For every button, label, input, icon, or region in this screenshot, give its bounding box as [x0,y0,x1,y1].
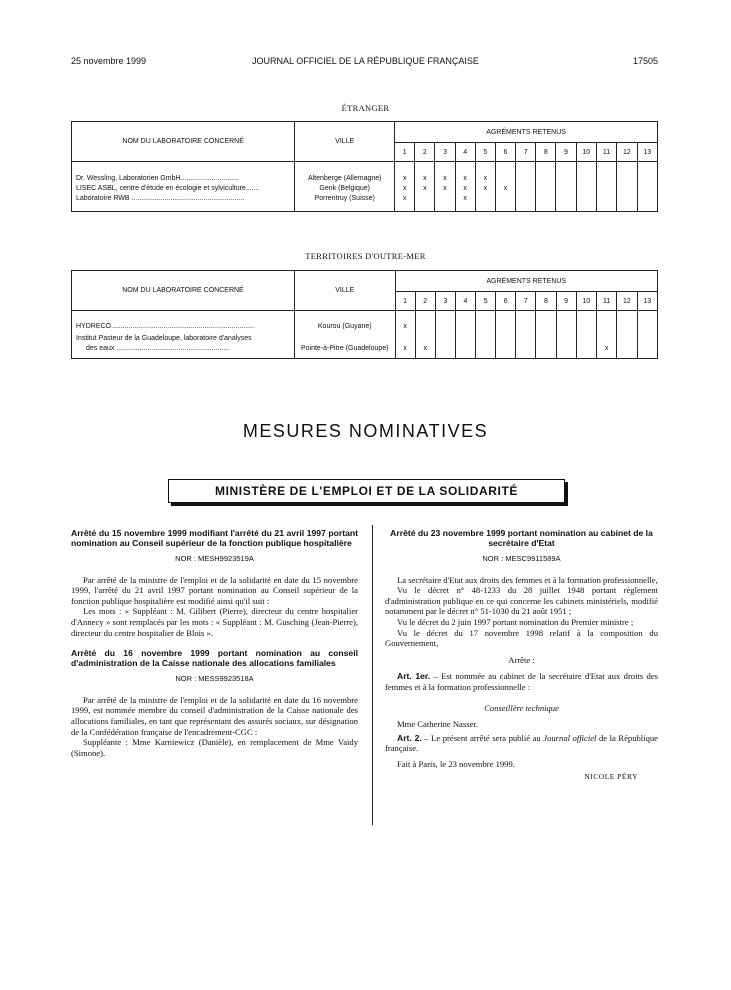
agrement-mark [638,344,657,354]
agrement-mark: x [403,323,407,330]
laboratory-names [72,311,295,359]
agrement-mark: x [423,175,427,182]
agrement-mark: x [402,185,407,192]
agrement-mark [536,344,555,354]
agrement-mark [516,184,535,194]
laboratory-city: Kourou (Guyane) [317,323,372,330]
header-page-number: 17505 [632,56,658,66]
arrete-label: Arrête : [508,654,535,665]
column-header-city: VILLE [294,271,395,311]
table-body [72,162,658,212]
column-header-name: NOM DU LABORATOIRE CONCERNÉ [72,271,295,311]
agrement-column [455,311,475,359]
paragraph: Les mots : « Suppléant : M. Gilibert (Pierre), directeur du centre hospitalier d'Annecy » sont remplacés par les mots : « Suppléant : M. Gusching (Jean-Pierre), directeur du centre hospitalier de Blois ». [71,606,358,638]
laboratory-names [72,162,295,212]
agrement-number-header: 9 [556,143,576,162]
agrement-mark [536,194,555,204]
laboratory-name: Institut Pasteur de la Guadeloupe, laboratoire d'analyses [76,335,252,342]
agrement-mark: x [423,345,427,352]
appointee: Mme Catherine Nasser. [397,719,478,730]
paragraph: Par arrêté de la ministre de l'emploi et de la solidarité en date du 15 novembre 1999, l'arrêté du 21 avril 1997 portant nomination au Conseil supérieur de la fonction publique hospitalière est modifié ainsi qu'il suit : [71,574,358,606]
agrement-mark [476,194,495,204]
agrement-column [516,162,536,212]
agrement-number-header: 3 [435,292,455,311]
paragraph: Suppléante : Mme Karniewicz (Danièle), en remplacement de Mme Vaidy (Simone). [71,737,358,758]
agrement-mark [556,184,575,194]
agrement-column [576,311,596,359]
agrement-mark [476,322,495,332]
agrement-mark [577,194,596,204]
article-text: de la République française. [385,732,658,754]
role-title: Conseillère technique [484,702,559,713]
ministry-banner: MINISTÈRE DE L'EMPLOI ET DE LA SOLIDARITÉ [168,479,565,503]
table-caption-dom: TERRITOIRES D'OUTRE-MER [305,251,426,261]
agrement-mark [516,194,535,204]
laboratory-cities [295,162,395,212]
agrement-mark [496,174,515,184]
journal-name: Journal officiel [543,732,597,743]
agrement-column [395,311,415,359]
agrement-number-header: 10 [576,143,596,162]
section-title: MESURES NOMINATIVES [242,421,489,441]
paragraph: Par arrêté de la ministre de l'emploi et de la solidarité en date du 16 novembre 1999, est nommée membre du conseil d'administration de la Caisse nationale des allocations familiales, en tant que représentant des assurés sociaux, sur désignation de la Confédération française de l'encadrement-CGC : [71,694,358,737]
agrement-number-header: 13 [637,143,657,162]
table-dom [71,270,658,359]
nor-reference: NOR : MESC9911589A [482,554,561,563]
agrement-mark [456,322,475,332]
agrement-column [395,162,415,212]
laboratory-name: HYDRECO.......................................................................... [76,323,255,330]
agrement-mark [638,174,657,184]
article-label: Art. 1er. [397,671,431,682]
article-label: Art. 2. [397,732,422,743]
agrement-mark [617,174,636,184]
agrement-mark [577,322,596,332]
paragraph: Vu le décret n° 48-1233 du 28 juillet 1948 portant règlement d'administration publique en ce qui concerne les cabinets ministériels, modifié notamment par le décret n° 51-1030 du 21 août 1951 ; [385,585,658,617]
column-header-agrements: AGRÉMENTS RETENUS [395,122,658,143]
agrement-mark [577,344,596,354]
agrement-number-header: 2 [415,143,435,162]
agrement-mark [597,322,616,332]
agrement-mark [476,344,495,354]
agrement-mark [638,322,657,332]
agrement-mark [496,322,515,332]
agrement-number-header: 6 [495,143,515,162]
agrement-mark [557,344,576,354]
article-text: – Le présent arrêté sera publié au [421,732,544,743]
agrement-number-header: 1 [395,292,415,311]
agrement-column [596,311,616,359]
header-date: 25 novembre 1999 [71,56,147,66]
laboratory-city: Porrentruy (Suisse) [314,195,375,202]
agrement-column [637,311,657,359]
agrement-number-header: 5 [475,143,495,162]
agrement-number-header: 6 [496,292,516,311]
signature: NICOLE PÉRY [584,771,638,781]
agrement-number-header: 4 [455,292,475,311]
agrement-number-header: 12 [617,143,637,162]
agrement-column [556,311,576,359]
agrement-number-header: 8 [536,292,556,311]
article-title: Arrêté du 15 novembre 1999 modifiant l'arrêté du 21 avril 1997 portant nomination au Conseil supérieur de la fonction publique hospitalière [71,528,358,548]
agrement-mark [617,322,636,332]
agrement-mark [516,344,535,354]
agrement-mark: x [402,175,407,182]
right-column [385,528,658,782]
agrement-column [637,162,657,212]
agrement-number-header: 13 [637,292,657,311]
agrement-mark: x [443,185,447,192]
table-body [72,311,658,359]
agrement-number-header: 7 [516,143,536,162]
nor-reference: NOR : MESS9923518A [175,674,254,684]
agrement-mark [577,174,596,184]
agrement-mark [597,184,616,194]
agrement-mark [597,194,616,204]
agrement-number-header: 4 [455,143,475,162]
laboratory-city: Pointe-à-Pitre (Guadeloupe) [300,345,389,352]
laboratory-name: Dr. Wessling, Laboratorien GmbH.............................. [76,175,239,182]
laboratory-name: LISEC ASBL, centre d'étude en écologie et sylviculture....... [76,185,260,192]
agrement-number-header: 11 [596,143,616,162]
agrement-mark [496,344,515,354]
agrement-column [516,311,536,359]
agrement-column [455,162,475,212]
agrement-mark [638,194,657,204]
agrement-number-header: 12 [617,292,637,311]
agrement-column [496,311,516,359]
agrement-number-header: 11 [596,292,616,311]
laboratory-cities [294,311,395,359]
agrement-column [495,162,515,212]
table-caption-etranger: ÉTRANGER [341,103,390,113]
paragraph: Vu le décret du 2 juin 1997 portant nomination du Premier ministre ; [397,616,634,627]
agrement-column [475,162,495,212]
agrement-mark: x [463,185,467,192]
agrement-column [596,162,616,212]
agrement-number-header: 8 [536,143,556,162]
place-date: Fait à Paris, le 23 novembre 1999. [397,758,515,769]
agrement-mark [597,174,616,184]
laboratory-name: Laboratoire RWB .......................................................... [76,195,245,202]
agrement-mark [415,194,434,204]
agrement-mark: x [503,185,508,192]
agrement-number-header: 10 [576,292,596,311]
column-header-city: VILLE [295,122,395,162]
agrement-number-header: 2 [415,292,435,311]
article-title: Arrêté du 23 novembre 1999 portant nomination au cabinet de la secrétaire d'Etat [390,528,653,548]
agrement-column [536,162,556,212]
agrement-mark [557,322,576,332]
agrement-mark [638,184,657,194]
article-text: – Est nommée au cabinet de la secrétaire d'Etat aux droits des femmes et à la formation professionnelle : [385,671,658,692]
laboratory-name-continued: des eaux .......................................................... [86,345,230,352]
agrement-column [617,162,637,212]
agrement-mark [617,184,636,194]
agrement-number-header: 1 [395,143,415,162]
agrement-mark: x [604,345,609,352]
left-column [71,528,358,758]
agrement-mark: x [423,185,427,192]
agrement-column [435,311,455,359]
agrement-mark [536,184,555,194]
agrement-mark: x [403,345,407,352]
agrement-mark [556,194,575,204]
agrement-mark [617,344,636,354]
agrement-number-header: 7 [516,292,536,311]
agrement-column [415,162,435,212]
agrement-column [536,311,556,359]
article-1 [385,671,658,692]
laboratory-city: Genk (Belgique) [319,185,370,192]
agrement-column [435,162,455,212]
article-title: Arrêté du 16 novembre 1999 portant nomination au conseil d'administration de la Caisse nationale des allocations familiales [71,648,358,669]
agrement-mark [556,174,575,184]
agrement-mark [577,184,596,194]
agrement-number-header: 9 [556,292,576,311]
column-divider [372,525,373,825]
agrement-mark [456,344,475,354]
agrement-column [576,162,596,212]
agrement-mark [416,322,435,332]
agrement-column [617,311,637,359]
agrement-mark [536,174,555,184]
column-header-name: NOM DU LABORATOIRE CONCERNÉ [72,122,295,162]
agrement-mark [435,194,454,204]
agrement-mark [436,344,455,354]
laboratory-city: Altenberge (Allemagne) [307,175,382,182]
agrement-mark [617,194,636,204]
paragraph: La secrétaire d'Etat aux droits des femmes et à la formation professionnelle, [397,574,658,585]
agrement-mark: x [443,175,447,182]
agrement-mark: x [402,195,407,202]
nor-reference: NOR : MESH9923519A [175,554,254,563]
agrement-mark: x [483,185,488,192]
agrement-column [476,311,496,359]
agrement-mark: x [463,175,467,182]
agrement-mark [516,174,535,184]
agrement-mark: x [483,175,488,182]
agrement-mark [516,322,535,332]
agrement-number-header: 5 [476,292,496,311]
agrement-mark [536,322,555,332]
agrement-column [415,311,435,359]
table-etranger [71,121,658,212]
agrement-mark [496,194,515,204]
article-2 [385,733,658,754]
paragraph: Vu le décret du 17 novembre 1998 relatif à la composition du Gouvernement, [385,627,658,649]
agrement-mark [436,322,455,332]
header-journal: JOURNAL OFFICIEL DE LA RÉPUBLIQUE FRANÇAISE [252,56,479,66]
agrement-number-header: 3 [435,143,455,162]
agrement-column [556,162,576,212]
agrement-mark: x [463,195,467,202]
column-header-agrements: AGRÉMENTS RETENUS [395,271,657,292]
